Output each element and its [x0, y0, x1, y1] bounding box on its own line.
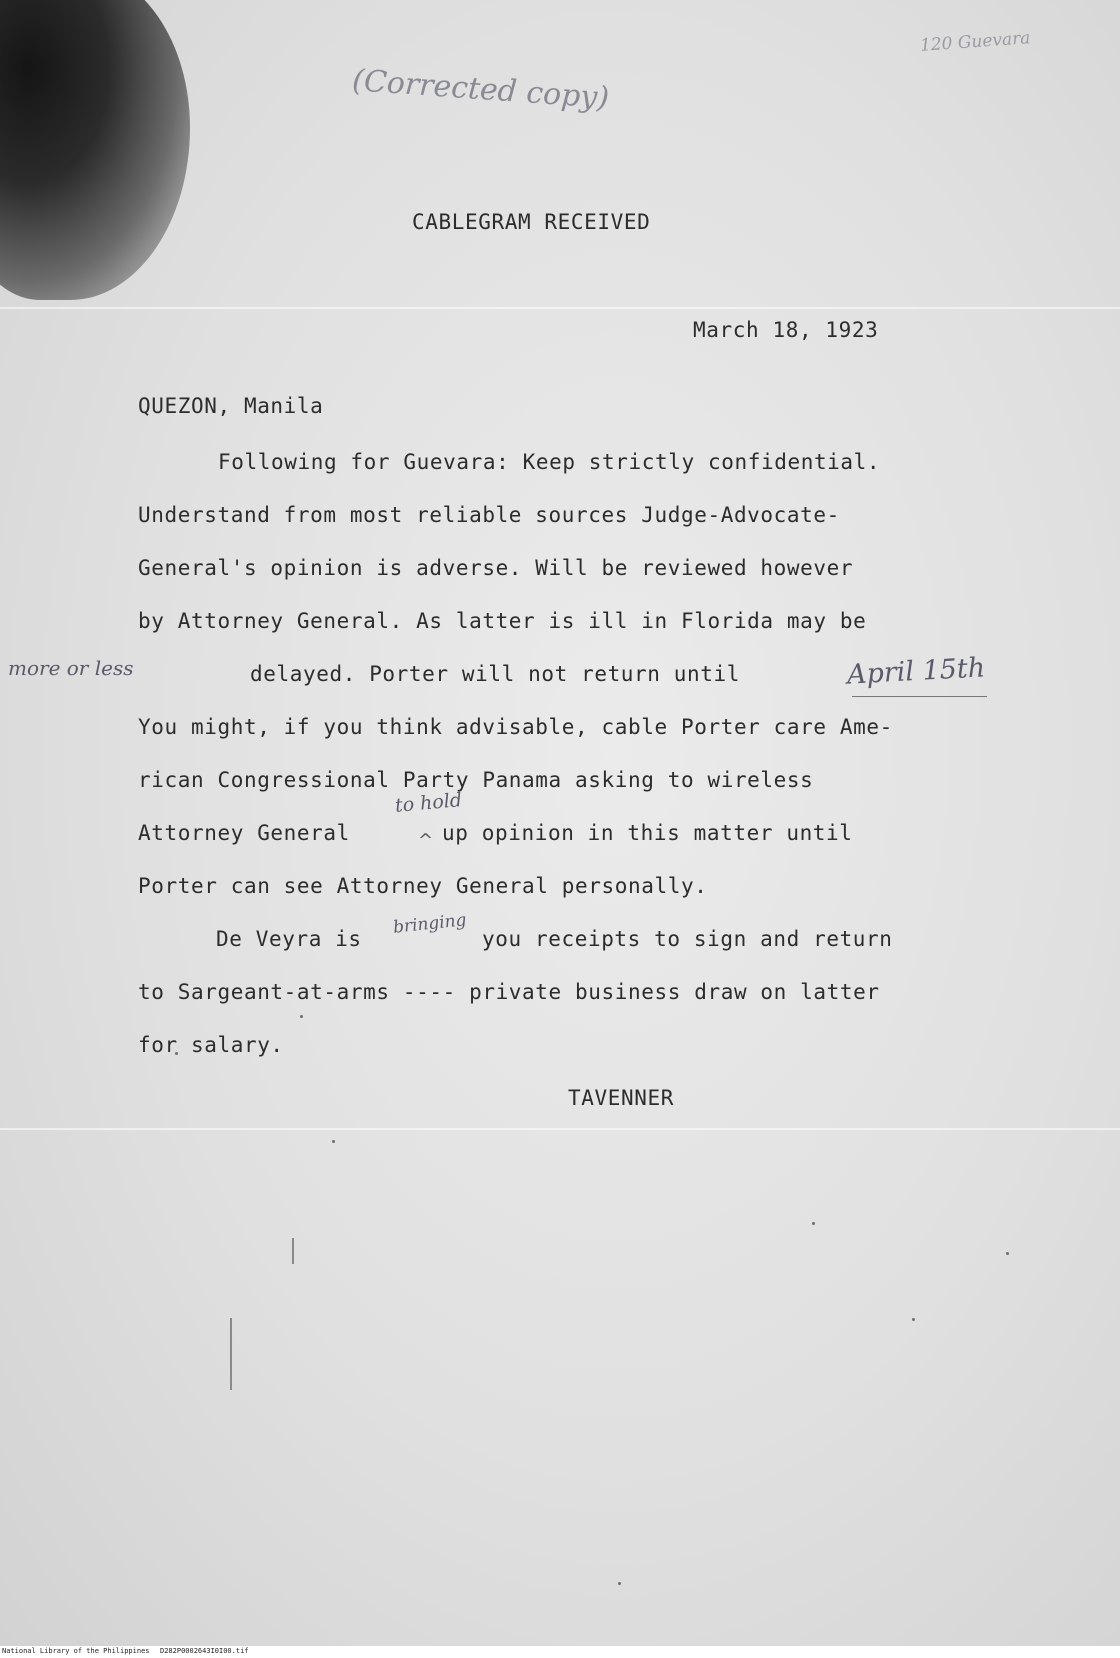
scan-filename: D282P0002643I0I00.tif — [160, 1647, 249, 1655]
fold-line — [0, 307, 1120, 309]
body-line: delayed. Porter will not return until — [250, 662, 740, 686]
handwritten-top-note: (Corrected copy) — [351, 63, 611, 116]
addressee: QUEZON, Manila — [138, 394, 324, 418]
scratch — [292, 1238, 294, 1264]
body-line: Following for Guevara: Keep strictly confidential. — [218, 450, 881, 474]
handwritten-margin-note: more or less — [8, 656, 134, 680]
ink-stain — [0, 0, 190, 300]
body-line: rican Congressional Party Panama asking to wireless — [138, 768, 814, 792]
body-line: to Sargeant-at-arms ---- private business draw on latter — [138, 980, 880, 1004]
speck — [300, 1015, 303, 1018]
insertion-caret: ^ — [418, 830, 434, 851]
body-line: you receipts to sign and return — [482, 927, 893, 951]
body-line: by Attorney General. As latter is ill in Florida may be — [138, 609, 867, 633]
cable-date: March 18, 1923 — [693, 318, 879, 342]
library-credit: National Library of the Philippines — [2, 1647, 150, 1655]
handwritten-insert-hold: to hold — [394, 789, 463, 817]
scan-footer — [0, 1646, 1120, 1658]
speck — [812, 1222, 815, 1225]
handwritten-corner-note: 120 Guevara — [919, 28, 1032, 56]
body-line: General's opinion is adverse. Will be reviewed however — [138, 556, 854, 580]
speck — [332, 1140, 335, 1143]
body-line: Understand from most reliable sources Judge-Advocate- — [138, 503, 840, 527]
handwritten-date-insert: April 15th — [846, 652, 986, 691]
body-line: Porter can see Attorney General personally. — [138, 874, 708, 898]
body-line: up opinion in this matter until — [442, 821, 853, 845]
fold-line — [0, 1128, 1120, 1130]
body-line: You might, if you think advisable, cable Porter care Ame- — [138, 715, 893, 739]
body-line: De Veyra is — [216, 927, 362, 951]
speck — [618, 1582, 621, 1585]
body-line: for salary. — [138, 1033, 284, 1057]
speck — [912, 1318, 915, 1321]
handwritten-insert-bringing: bringing — [392, 910, 468, 938]
speck — [1006, 1252, 1009, 1255]
signature: TAVENNER — [568, 1086, 674, 1110]
document-title: CABLEGRAM RECEIVED — [412, 210, 651, 234]
scratch — [230, 1318, 232, 1390]
handwritten-underline — [852, 696, 987, 697]
body-line: Attorney General — [138, 821, 350, 845]
